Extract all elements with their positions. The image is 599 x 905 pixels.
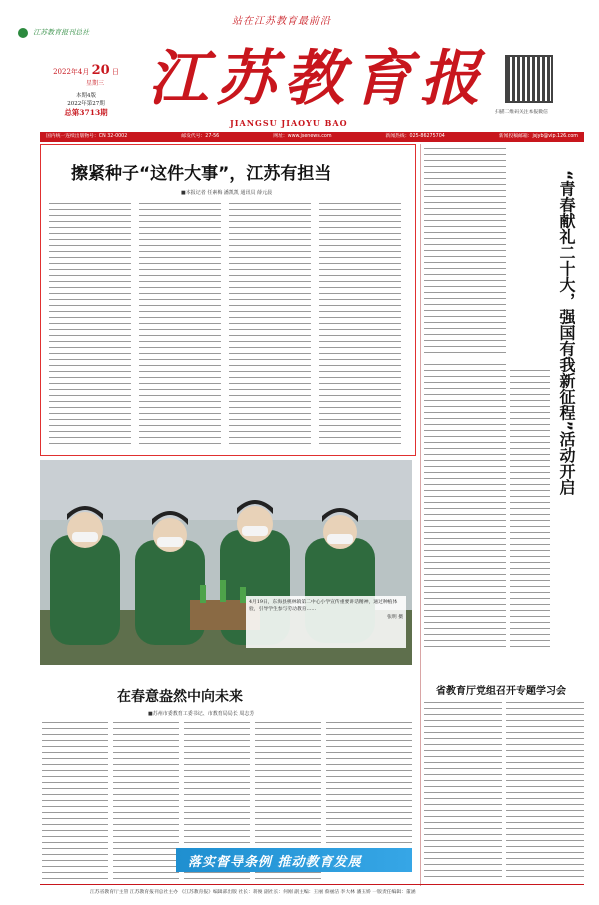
story3-column-2: [506, 700, 584, 880]
right-col-mid-text-2: [510, 368, 550, 652]
info-email[interactable]: 新闻投稿邮箱：jsjyb@vip.126.com: [498, 134, 578, 139]
info-bar: [40, 132, 584, 142]
story3-headline[interactable]: 省教育厅党组召开专题学习会: [436, 686, 566, 697]
story2-headline[interactable]: 在春意盎然中向未来: [117, 689, 243, 705]
publisher-name: 江苏教育报刊总社: [33, 28, 90, 37]
info-postal-code: 邮发代号：27-56: [181, 134, 220, 139]
classroom-photo: [40, 460, 412, 665]
lead-byline: ■本报记者 任素梅 潘凯凯 通讯员 薛元晨: [181, 190, 273, 196]
lead-column-3: [229, 201, 311, 449]
story2-column-1: [42, 720, 108, 880]
date-day: 20: [91, 63, 110, 78]
masthead-slogan: 站在江苏教育最前沿: [232, 16, 331, 27]
issue-year: 2022年第27期: [67, 101, 105, 107]
inspection-banner[interactable]: [176, 848, 412, 872]
vertical-headline-box[interactable]: [555, 170, 585, 652]
lead-column-1: [49, 201, 131, 449]
footer-rule: [40, 884, 584, 885]
footer-credits: 江苏省教育厅主管 江苏教育报刊总社主办 《江苏教育报》编辑部出版 社长：蒋俊 副社长：何刚 副主编：王丽 蔡丽洁 李大林 潘玉娇 一版责任编辑：董涵: [90, 890, 416, 895]
newspaper-title: 江苏教育报: [148, 44, 488, 114]
lead-story: [40, 144, 416, 456]
total-issue: 总第3713期: [64, 108, 108, 117]
info-website[interactable]: 网址：www.jsenews.com: [273, 134, 332, 139]
date-suffix: 日: [111, 68, 119, 76]
lead-column-4: [319, 201, 401, 449]
lead-headline[interactable]: 擦紧种子“这件大事”，江苏有担当: [71, 164, 332, 184]
info-cn-number: 国内统一连续出版物号：CN 32-0002: [46, 134, 128, 139]
qr-caption: 扫描二维码关注本报微信: [495, 110, 548, 115]
banner-text: 落实督导条例 推动教育发展: [188, 855, 362, 870]
publisher-logo: [18, 22, 138, 36]
logo-mark-icon: [18, 28, 28, 38]
right-col-top-text: [424, 146, 506, 358]
photo-caption: [246, 596, 406, 648]
photo-credit: 张明 摄: [387, 615, 403, 620]
edition-count: 本期4版: [76, 93, 96, 99]
right-col-mid-text-1: [424, 362, 506, 652]
date-year-month: 2022年4月: [53, 68, 90, 76]
weekday: 星期三: [85, 80, 104, 87]
lead-column-2: [139, 201, 221, 449]
story2-byline: ■苏州市委教育工委书记、市教育局局长 周志芳: [148, 711, 255, 717]
qr-code: [505, 55, 553, 103]
newspaper-title-en: JIANGSU JIAOYU BAO: [230, 118, 348, 128]
info-hotline: 新闻热线：025-86275704: [385, 134, 445, 139]
story3-column-1: [424, 700, 502, 880]
story2-column-2: [113, 720, 179, 880]
photo-caption-text: 4月19日，东海县桃林镇第二中心小学宣传重要讲话精神，通过种植体验，引导学生参与劳动教育……: [249, 600, 398, 612]
date-block: [50, 65, 122, 118]
story2-column-5: [326, 720, 412, 845]
vertical-headline: “青春献礼二十大，强国有我新征程”活动开启: [557, 170, 576, 496]
